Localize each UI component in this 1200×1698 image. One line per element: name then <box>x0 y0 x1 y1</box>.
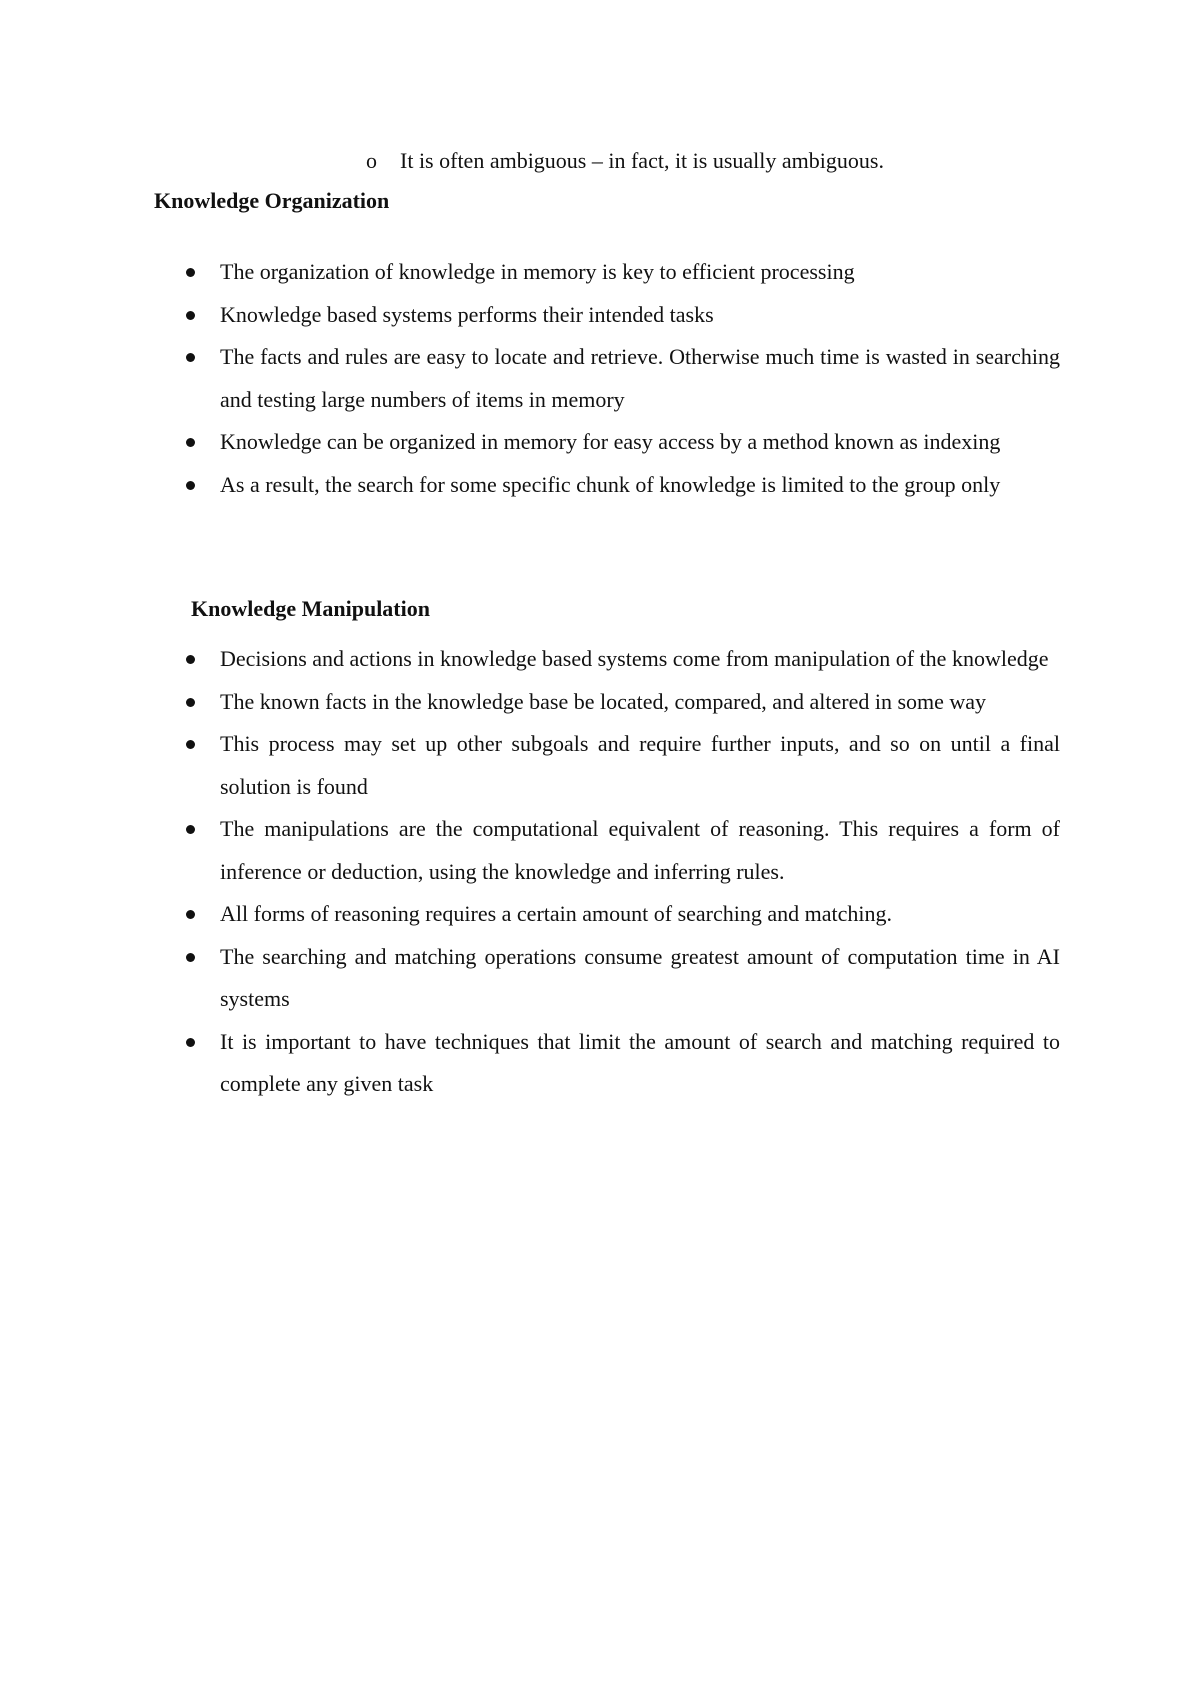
list-item <box>180 936 1060 1021</box>
list-item-text: The organization of knowledge in memory is key to efficient processing <box>220 259 855 284</box>
list-item <box>180 681 1060 724</box>
list-item-text: The manipulations are the computational equivalent of reasoning. This requires a form of inference or deduction, using the knowledge and inferring rules. <box>220 816 1060 884</box>
list-item-text: The searching and matching operations consume greatest amount of computation time in AI systems <box>220 943 1060 1011</box>
list-item <box>180 464 1060 507</box>
list-item <box>180 808 1060 893</box>
bullet-icon <box>186 655 195 664</box>
bullet-icon <box>186 353 195 362</box>
bullet-icon <box>186 1038 195 1047</box>
list-item-text: Decisions and actions in knowledge based systems come from manipulation of the knowledge <box>220 646 1049 671</box>
knowledge-organization-list <box>180 251 1060 506</box>
list-item <box>180 638 1060 681</box>
bullet-icon <box>186 740 195 749</box>
list-item-text: The facts and rules are easy to locate and retrieve. Otherwise much time is wasted in searching and testing large numbers of items in memory <box>220 344 1060 412</box>
bullet-icon <box>186 481 195 490</box>
list-item <box>180 1021 1060 1106</box>
section-heading-knowledge-organization: Knowledge Organization <box>154 188 390 213</box>
list-item-text: All forms of reasoning requires a certain amount of searching and matching. <box>220 901 892 926</box>
list-item-text: Knowledge based systems performs their intended tasks <box>220 301 714 327</box>
bullet-icon <box>186 825 195 834</box>
list-item <box>180 421 1060 464</box>
sub-list-item-text: It is often ambiguous – in fact, it is usually ambiguous. <box>400 148 884 173</box>
list-item-text: The known facts in the knowledge base be located, compared, and altered in some way <box>220 688 987 714</box>
list-item <box>180 251 1060 294</box>
bullet-icon <box>186 268 195 277</box>
bullet-icon <box>186 438 195 447</box>
list-item-text: As a result, the search for some specific chunk of knowledge is limited to the group only <box>220 471 1001 497</box>
list-item-text: It is important to have techniques that limit the amount of search and matching required to complete any given task <box>220 1028 1060 1096</box>
bullet-icon <box>186 953 195 962</box>
knowledge-manipulation-list <box>180 638 1060 1106</box>
section-heading-knowledge-manipulation: Knowledge Manipulation <box>191 596 430 621</box>
list-item <box>180 294 1060 337</box>
bullet-icon <box>186 311 195 320</box>
list-item <box>180 893 1060 936</box>
list-item-text: This process may set up other subgoals and require further inputs, and so on until a final solution is found <box>220 731 1060 799</box>
list-item-text: Knowledge can be organized in memory for easy access by a method known as indexing <box>220 429 1001 454</box>
circle-bullet-icon: o <box>366 148 377 173</box>
list-item <box>180 336 1060 421</box>
bullet-icon <box>186 698 195 707</box>
bullet-icon <box>186 910 195 919</box>
list-item <box>180 723 1060 808</box>
